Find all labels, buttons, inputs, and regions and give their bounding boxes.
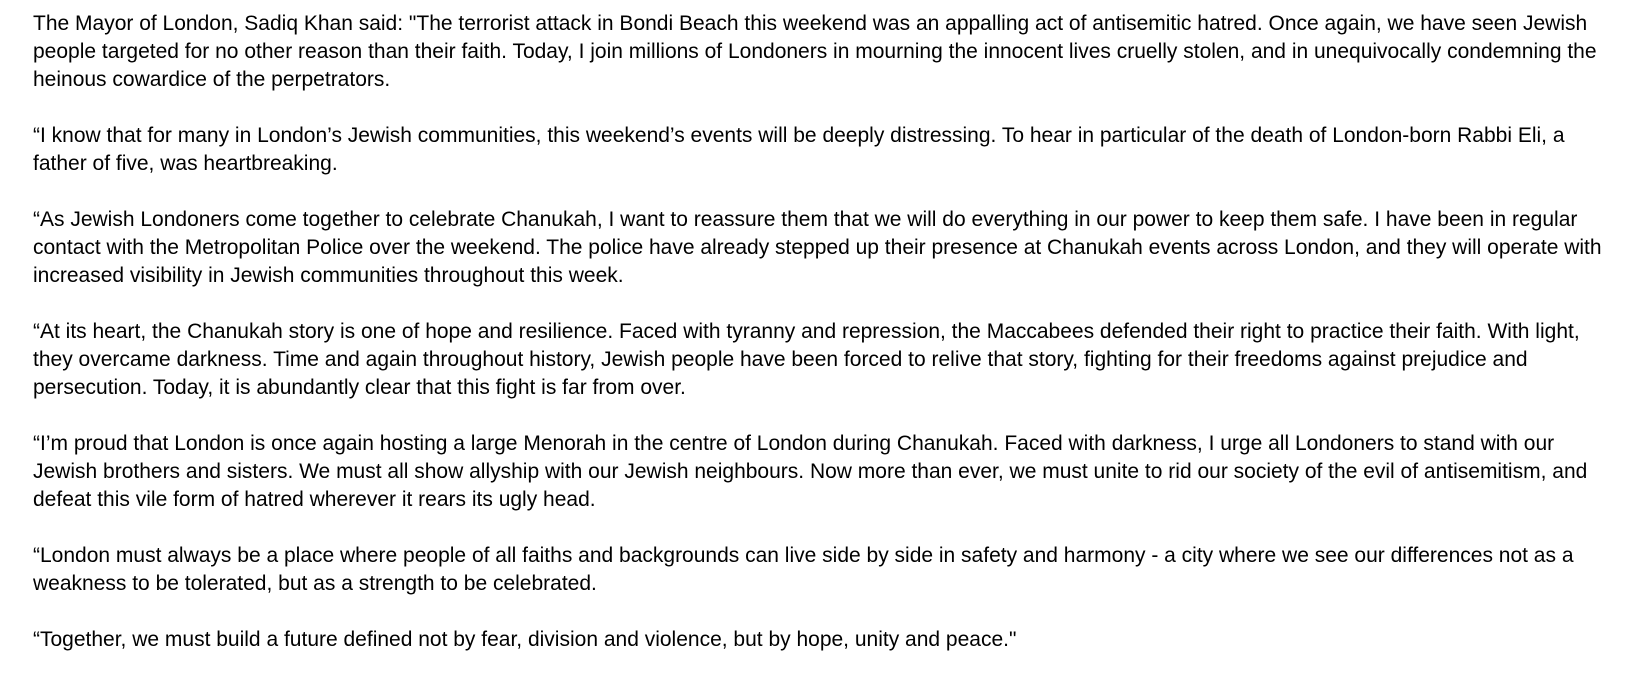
statement-paragraph-5: “I’m proud that London is once again hosting a large Menorah in the centre of London during Chanukah. Faced with darkness, I urge all Londoners to stand with our Jewish brothers and sisters. We must all show allyship with our Jewish neighbours. Now more than ever, we must unite to rid our society of the evil of antisemitism, and defeat this vile form of hatred wherever it rears its ugly head. [33,432,1588,511]
statement-paragraph-4: “At its heart, the Chanukah story is one of hope and resilience. Faced with tyranny and repression, the Maccabees defended their right to practice their faith. With light, they overcame darkness. Time and again throughout history, Jewish people have been forced to relive that story, fighting for their freedoms against prejudice and persecution. Today, it is abundantly clear that this fight is far from over. [33,320,1580,399]
statement-paragraph-3: “As Jewish Londoners come together to celebrate Chanukah, I want to reassure them that we will do everything in our power to keep them safe. I have been in regular contact with the Metropolitan Police over the weekend. The police have already stepped up their presence at Chanukah events across London, and they will operate with increased visibility in Jewish communities throughout this week. [33,208,1602,287]
statement-paragraph-2: “I know that for many in London’s Jewish communities, this weekend’s events will be deeply distressing. To hear in particular of the death of London-born Rabbi Eli, a father of five, was heartbreaking. [33,124,1565,175]
statement-paragraph-7: “Together, we must build a future defined not by fear, division and violence, but by hope, unity and peace." [33,628,1017,651]
statement-paragraph-6: “London must always be a place where people of all faiths and backgrounds can live side by side in safety and harmony - a city where we see our differences not as a weakness to be tolerated, but as a strength to be celebrated. [33,544,1574,595]
statement-paragraph-1: The Mayor of London, Sadiq Khan said: "The terrorist attack in Bondi Beach this weekend was an appalling act of antisemitic hatred. Once again, we have seen Jewish people targeted for no other reason than their faith. Today, I join millions of Londoners in mourning the innocent lives cruelly stolen, and in unequivocally condemning the heinous cowardice of the perpetrators. [33,12,1597,91]
